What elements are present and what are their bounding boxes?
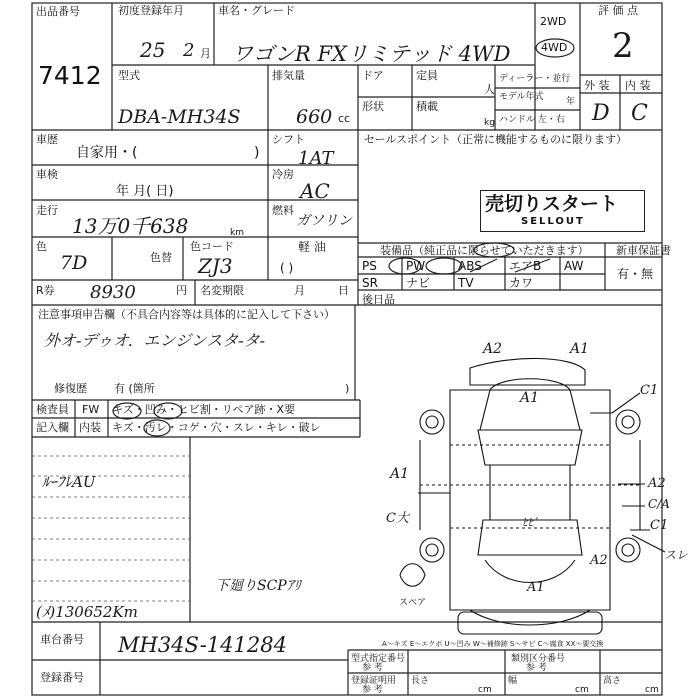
model-name-label: 車名・グレード: [218, 4, 295, 17]
attachment-label: 後日品: [362, 293, 395, 306]
bottom-right-ref: 参 考: [526, 663, 547, 673]
registration-month: 2: [183, 40, 195, 61]
diag-left-low: C大: [386, 511, 409, 526]
diag-rear-a1: A1: [527, 580, 545, 595]
notes-label: 注意事項申告欄（不具合内容等は具体的に記入して下さい）: [38, 308, 335, 321]
diag-right-a2: A2: [648, 476, 666, 491]
diag-left-side: A1: [390, 466, 410, 482]
bottom-length: 長さ: [411, 676, 430, 686]
registration-year: 25: [140, 38, 166, 62]
name-change-label: 名変期限: [200, 284, 244, 297]
bottom-right-top: 類別区分番号: [511, 654, 566, 664]
stamp-sub-text: SELLOUT: [521, 216, 585, 227]
stamp-main-text: 売切りスタート: [485, 193, 619, 215]
diag-rear-glass: ﾋﾋﾞ: [522, 516, 539, 529]
fuel-gasoline: ガソリン: [296, 213, 352, 229]
history-label: 車歴: [36, 133, 58, 146]
diag-right-c1: C1: [650, 518, 669, 533]
model-name-value: ワゴンR FXリミテッド 4WD: [232, 42, 511, 66]
diag-front-top: A2: [483, 341, 503, 357]
shape-label: 形状: [362, 100, 384, 113]
name-change-month: 月: [294, 284, 305, 297]
color-code: ZJ3: [198, 254, 233, 278]
mileage-unit: km: [230, 228, 244, 238]
color-label: 色: [36, 240, 47, 253]
interior-label: 内装: [79, 421, 101, 434]
equipment-item: エアB: [509, 259, 542, 273]
bottom-width: 幅: [508, 676, 518, 686]
color-code-label: 色コード: [190, 240, 234, 253]
inspector-label-bottom: 記入欄: [36, 421, 69, 434]
grade-exterior: D: [592, 101, 610, 126]
equipment-item: AW: [564, 259, 584, 273]
bottom-cm-3: cm: [645, 685, 659, 695]
sellout-stamp: [480, 190, 645, 232]
fw-items: キズ・凹み・ヒビ割・リペア跡・X要: [112, 403, 296, 416]
equipment-item: ナビ: [406, 276, 431, 290]
chassis-label: 車台番号: [40, 633, 84, 646]
bottom-left-ref2: 参 考: [362, 685, 383, 695]
bottom-left-ref: 参 考: [362, 663, 383, 673]
equipment-item: PW: [406, 259, 426, 273]
displacement-label: 排気量: [272, 69, 305, 82]
repair-value: 有 (箇所: [114, 382, 155, 395]
repair-close: ): [345, 382, 350, 395]
diag-right-sure: スレ: [664, 548, 689, 562]
diag-rear-a2: A2: [590, 553, 608, 568]
grade-interior: C: [631, 101, 648, 126]
fuel-diesel: 軽 油: [298, 240, 326, 254]
fuel-paren: ( ): [280, 261, 294, 275]
shift-label: シフト: [272, 133, 305, 146]
inspection-text: 年 月( 日): [116, 184, 174, 199]
drive-2wd: 2WD: [540, 15, 567, 28]
lot-label: 出品番号: [36, 5, 80, 18]
equipment-item: PS: [362, 259, 377, 273]
inspection-label: 車検: [36, 168, 58, 181]
equipment-item: カワ: [509, 276, 534, 290]
inspector-note-underbody: 下廻りSCPｱﾘ: [215, 578, 301, 594]
load-unit: kg: [484, 118, 495, 128]
drive-4wd: 4WD: [541, 41, 568, 54]
load-label: 積載: [416, 100, 438, 113]
fuel-label: 燃料: [272, 204, 294, 217]
equipment-label: 装備品（純正品に限らせていただきます）: [380, 244, 589, 257]
displacement-unit: cc: [338, 112, 351, 125]
steering-label: ハンドル 左・右: [499, 115, 565, 125]
plate-label: 登録番号: [40, 671, 84, 684]
equipment-item: ABS: [458, 259, 482, 273]
warranty-label: 新車保証書: [616, 244, 671, 257]
capacity-unit: 人: [484, 83, 495, 96]
grade-label: 評 価 点: [598, 4, 638, 17]
diag-right-ca: C/A: [648, 497, 670, 511]
color-repaint-label: 色替: [150, 251, 172, 264]
inspector-note-roof: ﾙｰﾌﾚAU: [42, 473, 96, 491]
grade-interior-label: 内 装: [625, 79, 651, 92]
registration-month-unit: 月: [200, 47, 211, 60]
diag-right-front: C1: [640, 383, 659, 398]
history-close: ): [254, 145, 260, 161]
grade-overall: 2: [612, 26, 634, 66]
registration-label: 初度登録年月: [118, 4, 184, 17]
name-change-day: 日: [338, 284, 349, 297]
bottom-left-top: 型式指定番号: [351, 654, 406, 664]
capacity-label: 定員: [416, 69, 438, 82]
bottom-cm-2: cm: [575, 685, 589, 695]
bottom-cm-1: cm: [478, 685, 492, 695]
model-year-unit: 年: [566, 97, 576, 107]
recycle-label: R券: [36, 284, 55, 297]
history-value: 自家用・(: [76, 145, 138, 161]
diag-hood: A1: [520, 390, 540, 406]
mileage-value: 13万0千638: [72, 214, 189, 238]
ac-label: 冷房: [272, 168, 294, 181]
recycle-unit: 円: [176, 284, 187, 297]
color-value: 7D: [60, 252, 88, 274]
inspector-label-top: 検査員: [36, 403, 69, 416]
fw-label: FW: [82, 403, 100, 416]
grade-exterior-label: 外 装: [584, 79, 610, 92]
warranty-value: 有・無: [617, 267, 654, 281]
chassis-value: MH34S-141284: [118, 633, 287, 657]
doors-label: ドア: [362, 69, 384, 82]
equipment-item: SR: [362, 276, 378, 290]
bottom-height: 高さ: [603, 676, 622, 686]
repair-label: 修復歴: [54, 382, 87, 395]
displacement-value: 660: [296, 106, 333, 128]
dealer-label: ディーラー・並行: [499, 74, 571, 84]
lot-number: 7412: [38, 61, 102, 90]
equipment-item: TV: [458, 276, 474, 290]
ac-value: AC: [300, 179, 330, 203]
diag-front-right: A1: [570, 341, 590, 357]
shift-value: 1AT: [298, 148, 334, 169]
recycle-value: 8930: [90, 282, 136, 303]
sales-point-label: セールスポイント（正常に機能するものに限ります）: [364, 133, 628, 146]
model-year-label: モデル年式: [499, 92, 544, 102]
model-code-value: DBA-MH34S: [118, 106, 241, 128]
model-code-label: 型式: [118, 69, 140, 82]
interior-items: キズ・汚レ・コゲ・穴・スレ・キレ・破レ: [112, 421, 321, 434]
bottom-left-bottom: 登録証明用: [351, 676, 397, 686]
damage-legend: A～キズ E～エクボ U～凹み W～補修跡 S～サビ C～腐食 XX～要交換: [382, 640, 604, 648]
notes-value: 外オ-デゥオ．エンジンスタ-タ-: [44, 331, 266, 350]
inspector-note-mileage: (ﾒ)130652Km: [36, 603, 138, 621]
diag-spare-label: スペア: [399, 598, 427, 608]
mileage-label: 走行: [36, 204, 58, 217]
